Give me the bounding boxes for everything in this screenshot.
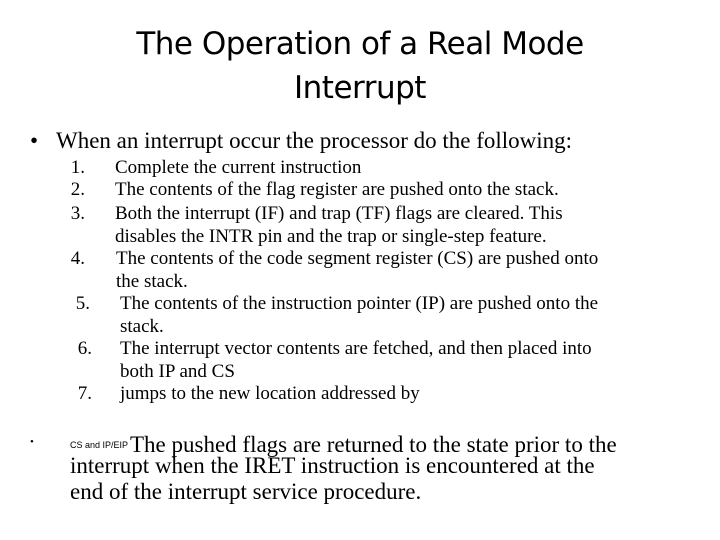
step-item-7: [60, 383, 700, 407]
step-text: The contents of the code segment register (CS) are pushed onto the stack.: [116, 248, 599, 292]
step-item-1: [60, 157, 700, 179]
step-item-2: [60, 179, 700, 203]
intro-bullet-point: [30, 126, 572, 156]
slide-title-line-2: Interrupt: [294, 70, 426, 106]
intro-text: When an interrupt occur the processor do the following:: [56, 128, 573, 153]
steps-list: [60, 157, 700, 407]
step-number: 2.: [70, 179, 85, 200]
step-text: jumps to the new location addressed by: [120, 383, 420, 404]
step-number: 1.: [70, 157, 85, 178]
slide-title: [0, 22, 720, 110]
step-text: Complete the current instruction: [115, 157, 362, 178]
step-item-5: [60, 293, 700, 338]
step-text: The interrupt vector contents are fetched, and then placed into both IP and CS: [120, 338, 592, 382]
step-text: The contents of the flag register are pushed onto the stack.: [115, 179, 559, 200]
step-number: 7.: [77, 383, 92, 404]
second-bullet-lead-text: The pushed flags are returned to the state prior to the: [130, 432, 617, 457]
second-bullet-continuation: interrupt when the IRET instruction is encountered at the end of the interrupt service procedure.: [70, 453, 595, 504]
step-text: The contents of the instruction pointer (IP) are pushed onto the stack.: [120, 293, 599, 337]
step-item-3: [60, 203, 700, 248]
step-number: 6.: [77, 338, 92, 359]
small-note: CS and IP/EIP: [70, 440, 129, 450]
bullet-icon: •: [30, 128, 39, 153]
slide-title-line-1: The Operation of a Real Mode: [136, 26, 584, 62]
step-number: 5.: [75, 293, 90, 314]
step-item-4: [60, 248, 700, 293]
step-number: 3.: [70, 203, 85, 224]
bullet-icon: •: [30, 436, 34, 448]
step-item-6: [60, 338, 700, 383]
step-number: 4.: [70, 248, 85, 269]
step-text: Both the interrupt (IF) and trap (TF) flags are cleared. This disables the INTR pin and the trap or single-step feature.: [115, 203, 563, 247]
